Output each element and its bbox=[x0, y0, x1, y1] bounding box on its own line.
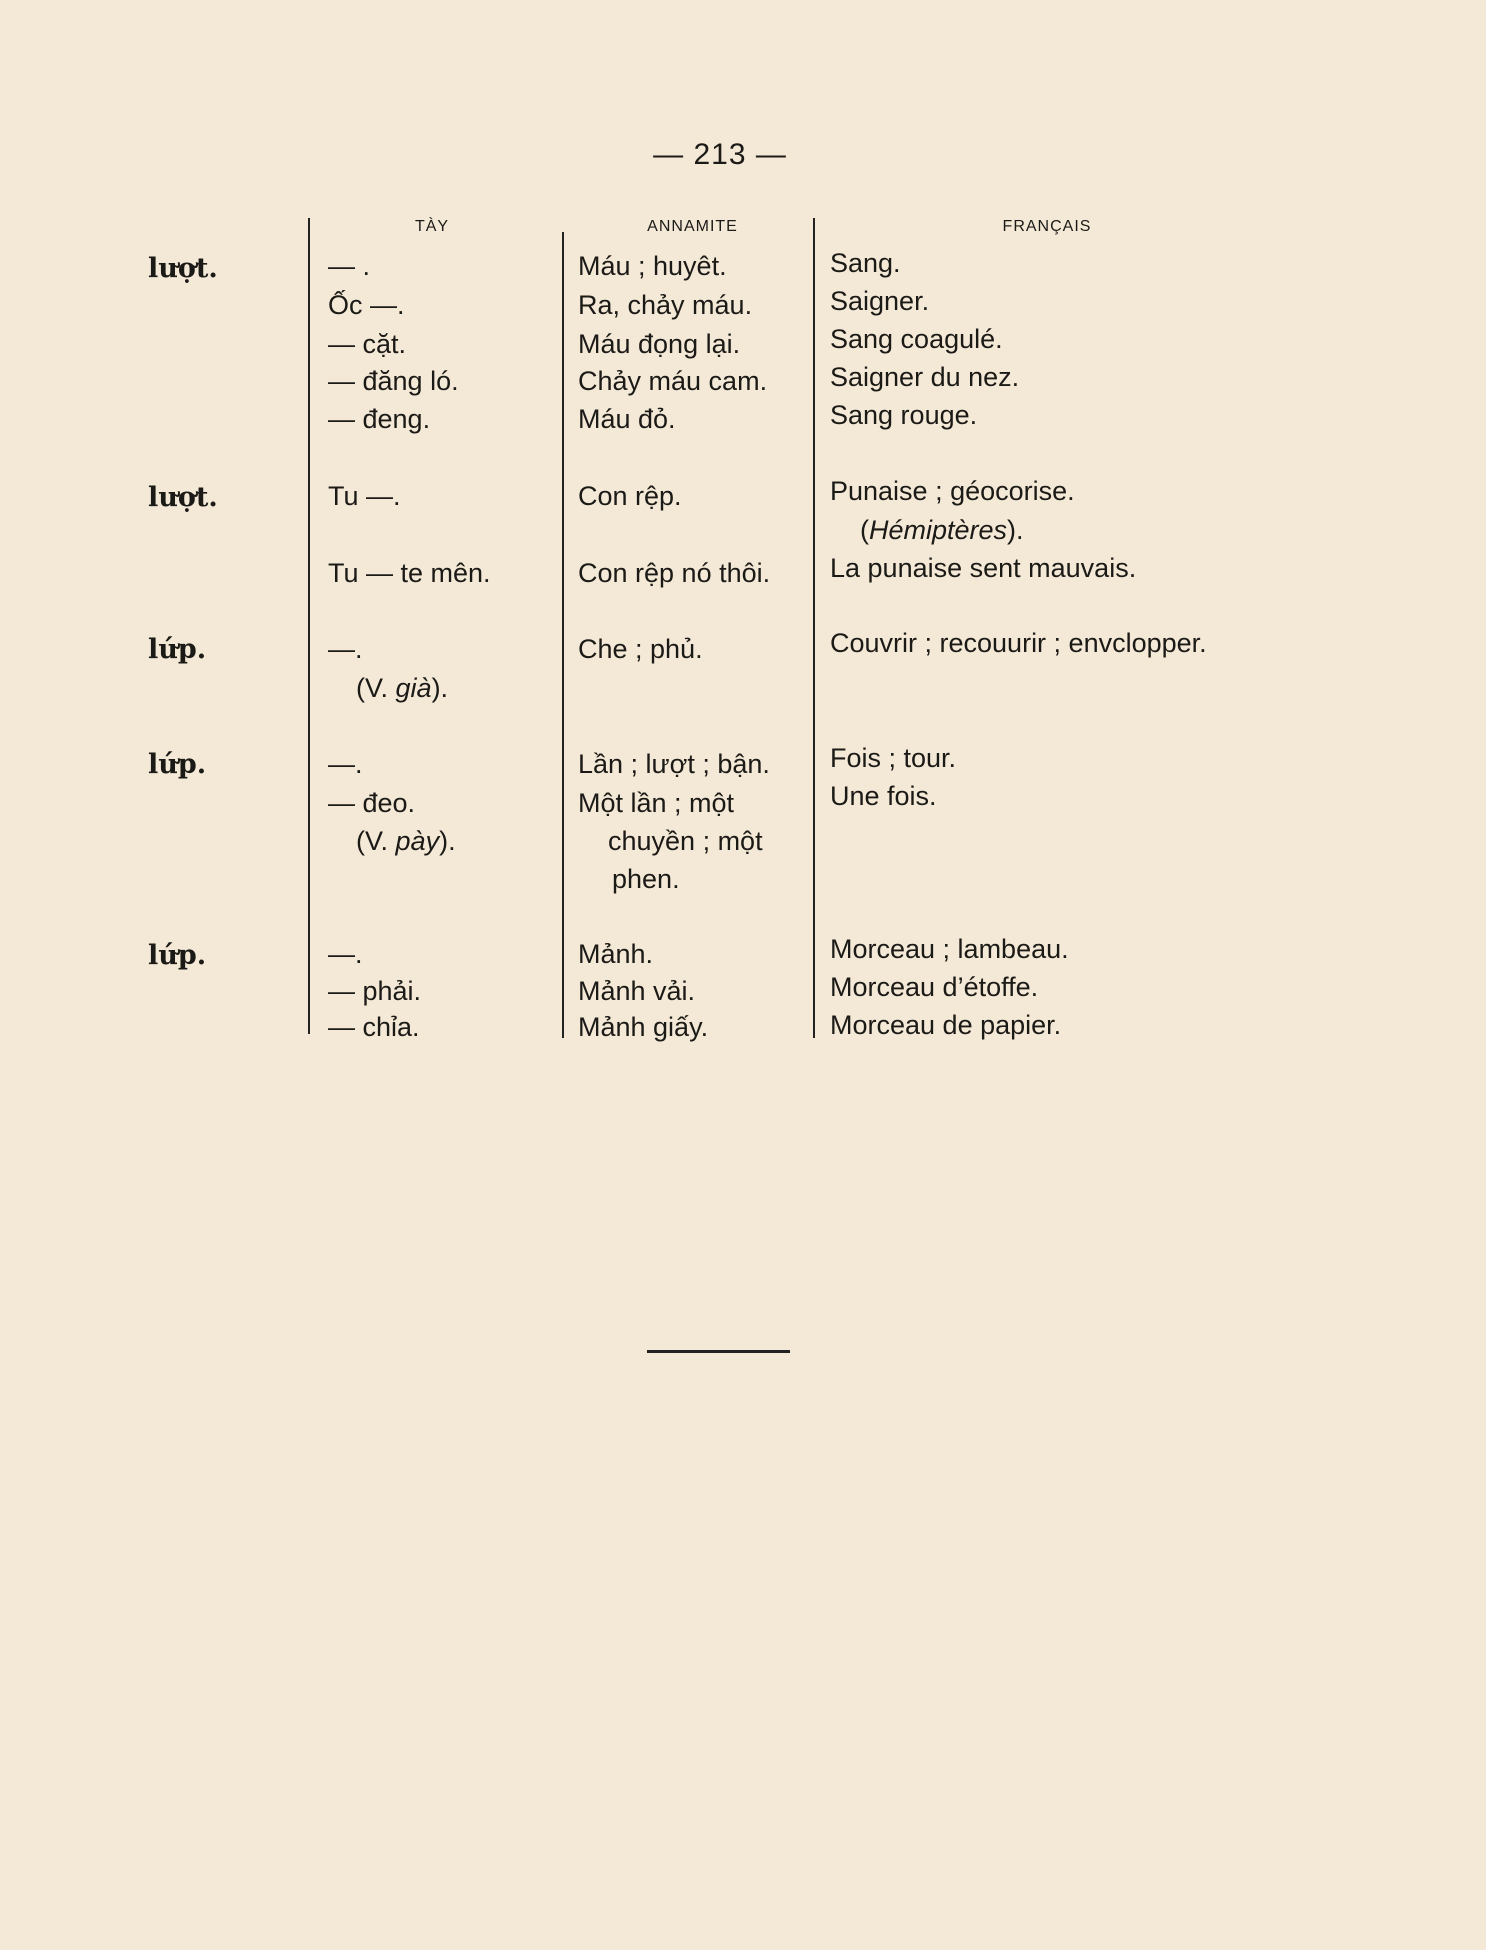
annamite-line: Mảnh giấy. bbox=[578, 1012, 709, 1042]
tay-line: — đăng ló. bbox=[328, 366, 459, 396]
column-header-tay: TÀY bbox=[414, 218, 450, 235]
page-number: — 213 — bbox=[653, 138, 787, 171]
text: ). bbox=[1007, 515, 1024, 545]
annamite-line: Mảnh vải. bbox=[578, 976, 696, 1006]
annamite-line: phen. bbox=[612, 864, 680, 894]
tay-line: — phải. bbox=[328, 976, 422, 1006]
text: pày bbox=[395, 826, 440, 856]
tay-line: — cặt. bbox=[328, 329, 407, 359]
text: Hémiptères bbox=[869, 515, 1008, 545]
francais-line: Saigner. bbox=[830, 286, 930, 316]
column-rule-left bbox=[308, 218, 310, 1034]
francais-line: Morceau ; lambeau. bbox=[830, 934, 1069, 964]
annamite-line: Ra, chảy máu. bbox=[578, 290, 753, 320]
annamite-line: Chảy máu cam. bbox=[578, 366, 768, 396]
francais-line: Sang. bbox=[830, 248, 901, 278]
headword: lứp. bbox=[148, 634, 207, 665]
francais-line: Une fois. bbox=[830, 781, 937, 811]
annamite-line: Máu ; huyêt. bbox=[578, 251, 727, 281]
headword: lượt. bbox=[148, 482, 218, 513]
text: già bbox=[395, 673, 432, 703]
annamite-line: Máu đọng lại. bbox=[578, 329, 741, 359]
column-header-francais: FRANÇAIS bbox=[1002, 218, 1092, 235]
tay-line bbox=[356, 822, 456, 860]
tay-line: — đeng. bbox=[328, 404, 431, 434]
text: (V. bbox=[356, 673, 396, 703]
tay-line: —. bbox=[328, 749, 363, 779]
francais-line: Sang coagulé. bbox=[830, 324, 1003, 354]
end-rule bbox=[647, 1350, 790, 1353]
francais-line: La punaise sent mauvais. bbox=[830, 553, 1137, 583]
annamite-line: Lần ; lượt ; bận. bbox=[578, 749, 770, 779]
annamite-line: Che ; phủ. bbox=[578, 634, 703, 664]
annamite-line: Một lần ; một bbox=[578, 788, 735, 818]
tay-line: — đeo. bbox=[328, 788, 416, 818]
tay-line: — chỉa. bbox=[328, 1012, 420, 1042]
tay-line: —. bbox=[328, 634, 363, 664]
annamite-line: Mảnh. bbox=[578, 939, 654, 969]
annamite-line: Con rệp nó thôi. bbox=[578, 558, 771, 588]
francais-line: Sang rouge. bbox=[830, 400, 978, 430]
tay-line: Tu —. bbox=[328, 481, 401, 511]
text: ( bbox=[860, 515, 869, 545]
francais-line: Couvrir ; recouurir ; envclopper. bbox=[830, 628, 1207, 658]
column-rule-middle bbox=[562, 232, 564, 1038]
tay-line: —. bbox=[328, 939, 363, 969]
annamite-line: chuyền ; một bbox=[608, 826, 763, 856]
column-header-annamite: ANNAMITE bbox=[647, 218, 738, 235]
francais-line: Saigner du nez. bbox=[830, 362, 1020, 392]
column-rule-right bbox=[813, 218, 815, 1038]
text: (V. bbox=[356, 826, 396, 856]
tay-line: — . bbox=[328, 251, 371, 281]
annamite-line: Máu đỏ. bbox=[578, 404, 676, 434]
tay-line: Ốc —. bbox=[328, 290, 405, 320]
annamite-line: Con rệp. bbox=[578, 481, 682, 511]
tay-line bbox=[356, 669, 448, 707]
tay-line: Tu — te mên. bbox=[328, 558, 491, 588]
headword: lứp. bbox=[148, 940, 207, 971]
text: ). bbox=[439, 826, 456, 856]
francais-line: Morceau de papier. bbox=[830, 1010, 1062, 1040]
francais-line: Punaise ; géocorise. bbox=[830, 476, 1075, 506]
text: ). bbox=[431, 673, 449, 703]
francais-line: Morceau d’étoffe. bbox=[830, 972, 1039, 1002]
francais-line bbox=[860, 511, 1024, 549]
headword: lứp. bbox=[148, 749, 207, 780]
headword: lượt. bbox=[148, 253, 218, 284]
francais-line: Fois ; tour. bbox=[830, 743, 957, 773]
